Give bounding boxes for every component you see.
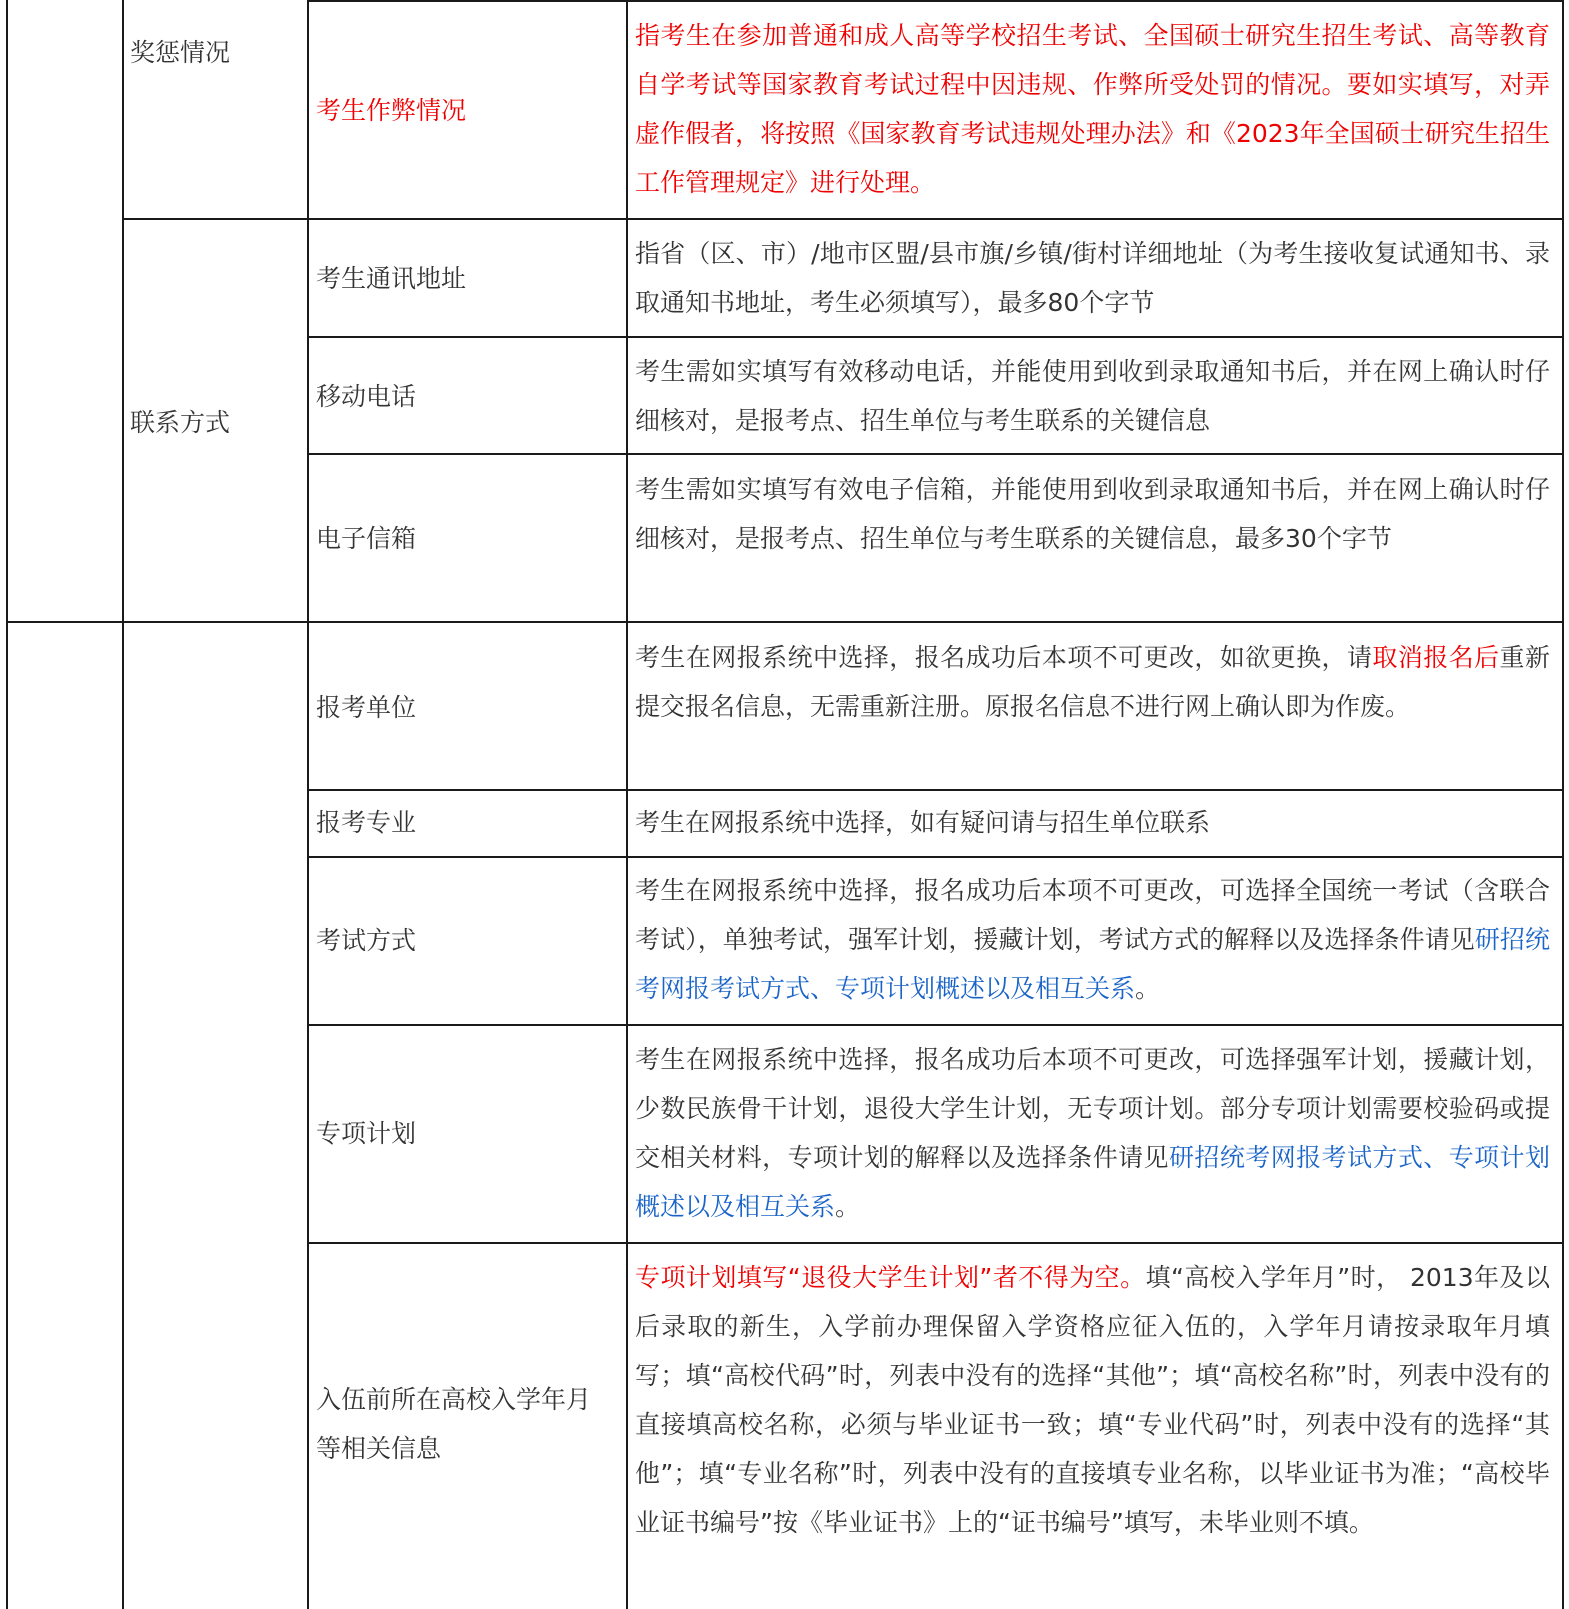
desc-highlight: 取消报名后 (1372, 643, 1500, 672)
table-col-divider (122, 0, 124, 1609)
field-name-institution: 报考单位 (316, 693, 417, 722)
exam-method-link[interactable]: 研招统考网报考试方式、专项计划概述以及相互关系 (635, 925, 1550, 1003)
desc-text: 。 (1135, 974, 1161, 1003)
field-desc-address: 指省（区、市）/地市区盟/县市旗/乡镇/街村详细地址（为考生接收复试通知书、录取通知书地址，考生必须填写），最多80个字节 (635, 239, 1550, 317)
field-desc-cheating: 指考生在参加普通和成人高等学校招生考试、全国硕士研究生招生考试、高等教育自学考试等国家教育考试过程中因违规、作弊所受处罚的情况。要如实填写，对弄虚作假者，将按照《国家教育考试违规处理办法》和《2023年全国硕士研究生招生工作管理规定》进行处理。 (635, 21, 1550, 197)
table-row-divider (122, 218, 1564, 220)
table-row-divider (307, 336, 1564, 338)
field-desc-mobile: 考生需如实填写有效移动电话，并能使用到收到录取通知书后，并在网上确认时仔细核对，是报考点、招生单位与考生联系的关键信息 (635, 357, 1550, 435)
table-row-divider (307, 1024, 1564, 1026)
field-name-address: 考生通讯地址 (316, 264, 467, 293)
table-row-divider (6, 621, 1564, 623)
field-name-major: 报考专业 (316, 808, 417, 837)
desc-text: 重新提交报名信息，无需重新注册。原报名信息不进行网上确认即为作废。 (635, 643, 1550, 721)
desc-highlight: 专项计划填写“退役大学生计划”者不得为空。 (635, 1263, 1146, 1292)
field-name-cheating: 考生作弊情况 (316, 96, 467, 125)
field-desc-enlistment-info (635, 1253, 1550, 1547)
field-name-exam-method: 考试方式 (316, 926, 417, 955)
desc-text: 填“高校入学年月”时， 2013年及以后录取的新生，入学前办理保留入学资格应征入伍的，入学年月请按录取年月填写；填“高校代码”时，列表中没有的选择“其他”；填“高校名称”时，列表中没有的直接填高校名称，必须与毕业证书一致；填“专业代码”时，列表中没有的选择“其他”；填“专业名称”时，列表中没有的直接填专业名称，以毕业证书为准；“高校毕业证书编号”按《毕业证书》上的“证书编号”填写，未毕业则不填。 (635, 1263, 1550, 1537)
group-label-contact: 联系方式 (130, 408, 231, 437)
field-name-email: 电子信箱 (316, 524, 417, 553)
table-border-right (1562, 0, 1564, 1609)
table-row-divider (307, 1242, 1564, 1244)
table-row-divider (307, 789, 1564, 791)
table-row-divider (307, 856, 1564, 858)
field-desc-special-plan (635, 1035, 1550, 1231)
desc-text: 考生在网报系统中选择，报名成功后本项不可更改，如欲更换，请 (635, 643, 1373, 672)
table-col-divider (307, 0, 309, 1609)
field-desc-major: 考生在网报系统中选择，如有疑问请与招生单位联系 (635, 808, 1211, 837)
field-name-special-plan: 专项计划 (316, 1119, 417, 1148)
table-col-divider (626, 0, 628, 1609)
field-desc-email: 考生需如实填写有效电子信箱，并能使用到收到录取通知书后，并在网上确认时仔细核对，是报考点、招生单位与考生联系的关键信息，最多30个字节 (635, 475, 1550, 553)
field-desc-institution (635, 633, 1550, 731)
table-border-left (6, 0, 8, 1609)
field-desc-exam-method (635, 866, 1550, 1013)
table-row-divider (307, 0, 1564, 2)
table-row-divider (307, 453, 1564, 455)
field-name-enlistment-info: 入伍前所在高校入学年月等相关信息 (316, 1385, 592, 1463)
desc-text: 考生在网报系统中选择，报名成功后本项不可更改，可选择全国统一考试（含联合考试），单独考试，强军计划，援藏计划，考试方式的解释以及选择条件请见 (635, 876, 1550, 954)
group-label-reward: 奖惩情况 (130, 38, 231, 67)
desc-text: 考生在网报系统中选择，报名成功后本项不可更改，可选择强军计划，援藏计划，少数民族骨干计划，退役大学生计划，无专项计划。部分专项计划需要校验码或提交相关材料，专项计划的解释以及选择条件请见 (635, 1045, 1550, 1172)
desc-text: 。 (835, 1192, 861, 1221)
field-name-mobile: 移动电话 (316, 382, 417, 411)
special-plan-link[interactable]: 研招统考网报考试方式、专项计划概述以及相互关系 (635, 1143, 1550, 1221)
